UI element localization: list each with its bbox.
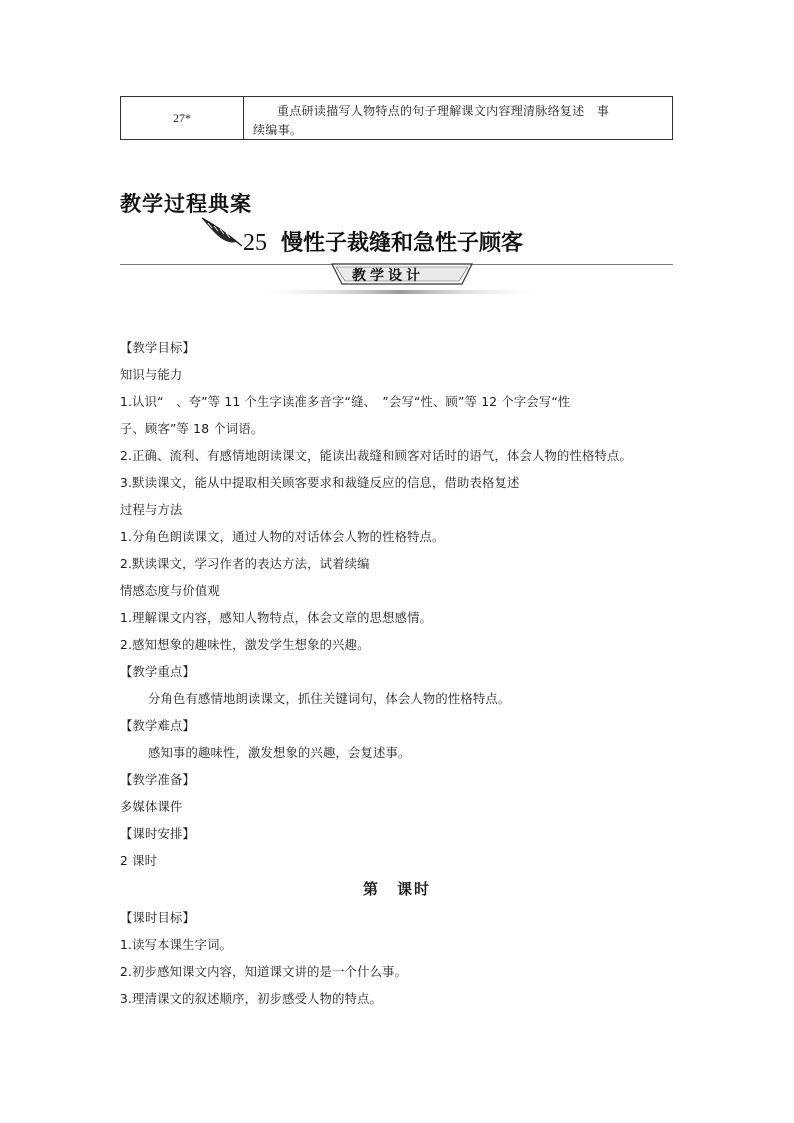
list-item: 1.理解课文内容，感知人物特点，体会文章的思想感情。 [120, 611, 433, 625]
list-item: 2.默读课文，学习作者的表达方法，试着续编 [120, 557, 370, 571]
subheading: 过程与方法 [120, 503, 183, 517]
list-item: 2.正确、流利、有感情地朗读课文，能读出裁缝和顾客对话时的语气，体会人物的性格特点。 [120, 449, 633, 463]
list-item: 1.分角色朗读课文，通过人物的对话体会人物的性格特点。 [120, 530, 445, 544]
subheading: 知识与能力 [120, 368, 183, 382]
paragraph: 2 课时 [120, 854, 158, 868]
description-line: 重点研读描写人物特点的句子理解课文内容理清脉络复述 事 [277, 104, 610, 118]
heading-objectives: 【教学目标】 [120, 341, 195, 355]
table-divider [243, 97, 244, 139]
heading-period-goals: 【课时目标】 [120, 911, 195, 925]
period-heading: 第 课时 [362, 880, 431, 898]
list-item: 3.理清课文的叙述顺序，初步感受人物的特点。 [120, 992, 383, 1006]
list-item: 1.读写本课生字词。 [120, 938, 233, 952]
description-line: 续编事。 [253, 123, 303, 137]
lesson-number: 25 [243, 230, 267, 256]
list-item: 2.感知想象的趣味性，激发学生想象的兴趣。 [120, 638, 370, 652]
objectives-table-row [120, 96, 673, 140]
lesson-title [243, 226, 523, 257]
paragraph: 分角色有感情地朗读课文，抓住关键词句，体会人物的性格特点。 [148, 692, 511, 706]
lesson-number-cell: 27* [173, 111, 191, 125]
section-title: 教学过程典案 [120, 192, 252, 216]
paragraph: 多媒体课件 [120, 800, 183, 814]
heading-schedule: 【课时安排】 [120, 827, 195, 841]
list-item-continued: 子、顾客”等 18 个词语。 [120, 422, 264, 436]
list-item: 3.默读课文，能从中提取相关顾客要求和裁缝反应的信息，借助表格复述 [120, 476, 520, 490]
list-item: 1.认识“ 、夸”等 11 个生字读准多音字“缝、 ”会写“性、顾”等 12 个字会写“性 [120, 395, 571, 409]
paragraph: 感知事的趣味性，激发想象的兴趣，会复述事。 [148, 746, 411, 760]
heading-key-points: 【教学重点】 [120, 665, 195, 679]
list-item: 2.初步感知课文内容，知道课文讲的是一个什么事。 [120, 965, 408, 979]
lesson-name: 慢性子裁缝和急性子顾客 [281, 231, 524, 256]
banner-label: 教学设计 [352, 268, 424, 284]
lesson-description-cell [253, 102, 664, 140]
heading-preparation: 【教学准备】 [120, 773, 195, 787]
subheading: 情感态度与价值观 [120, 584, 220, 598]
feather-icon [200, 214, 248, 250]
heading-difficulties: 【教学难点】 [120, 719, 195, 733]
